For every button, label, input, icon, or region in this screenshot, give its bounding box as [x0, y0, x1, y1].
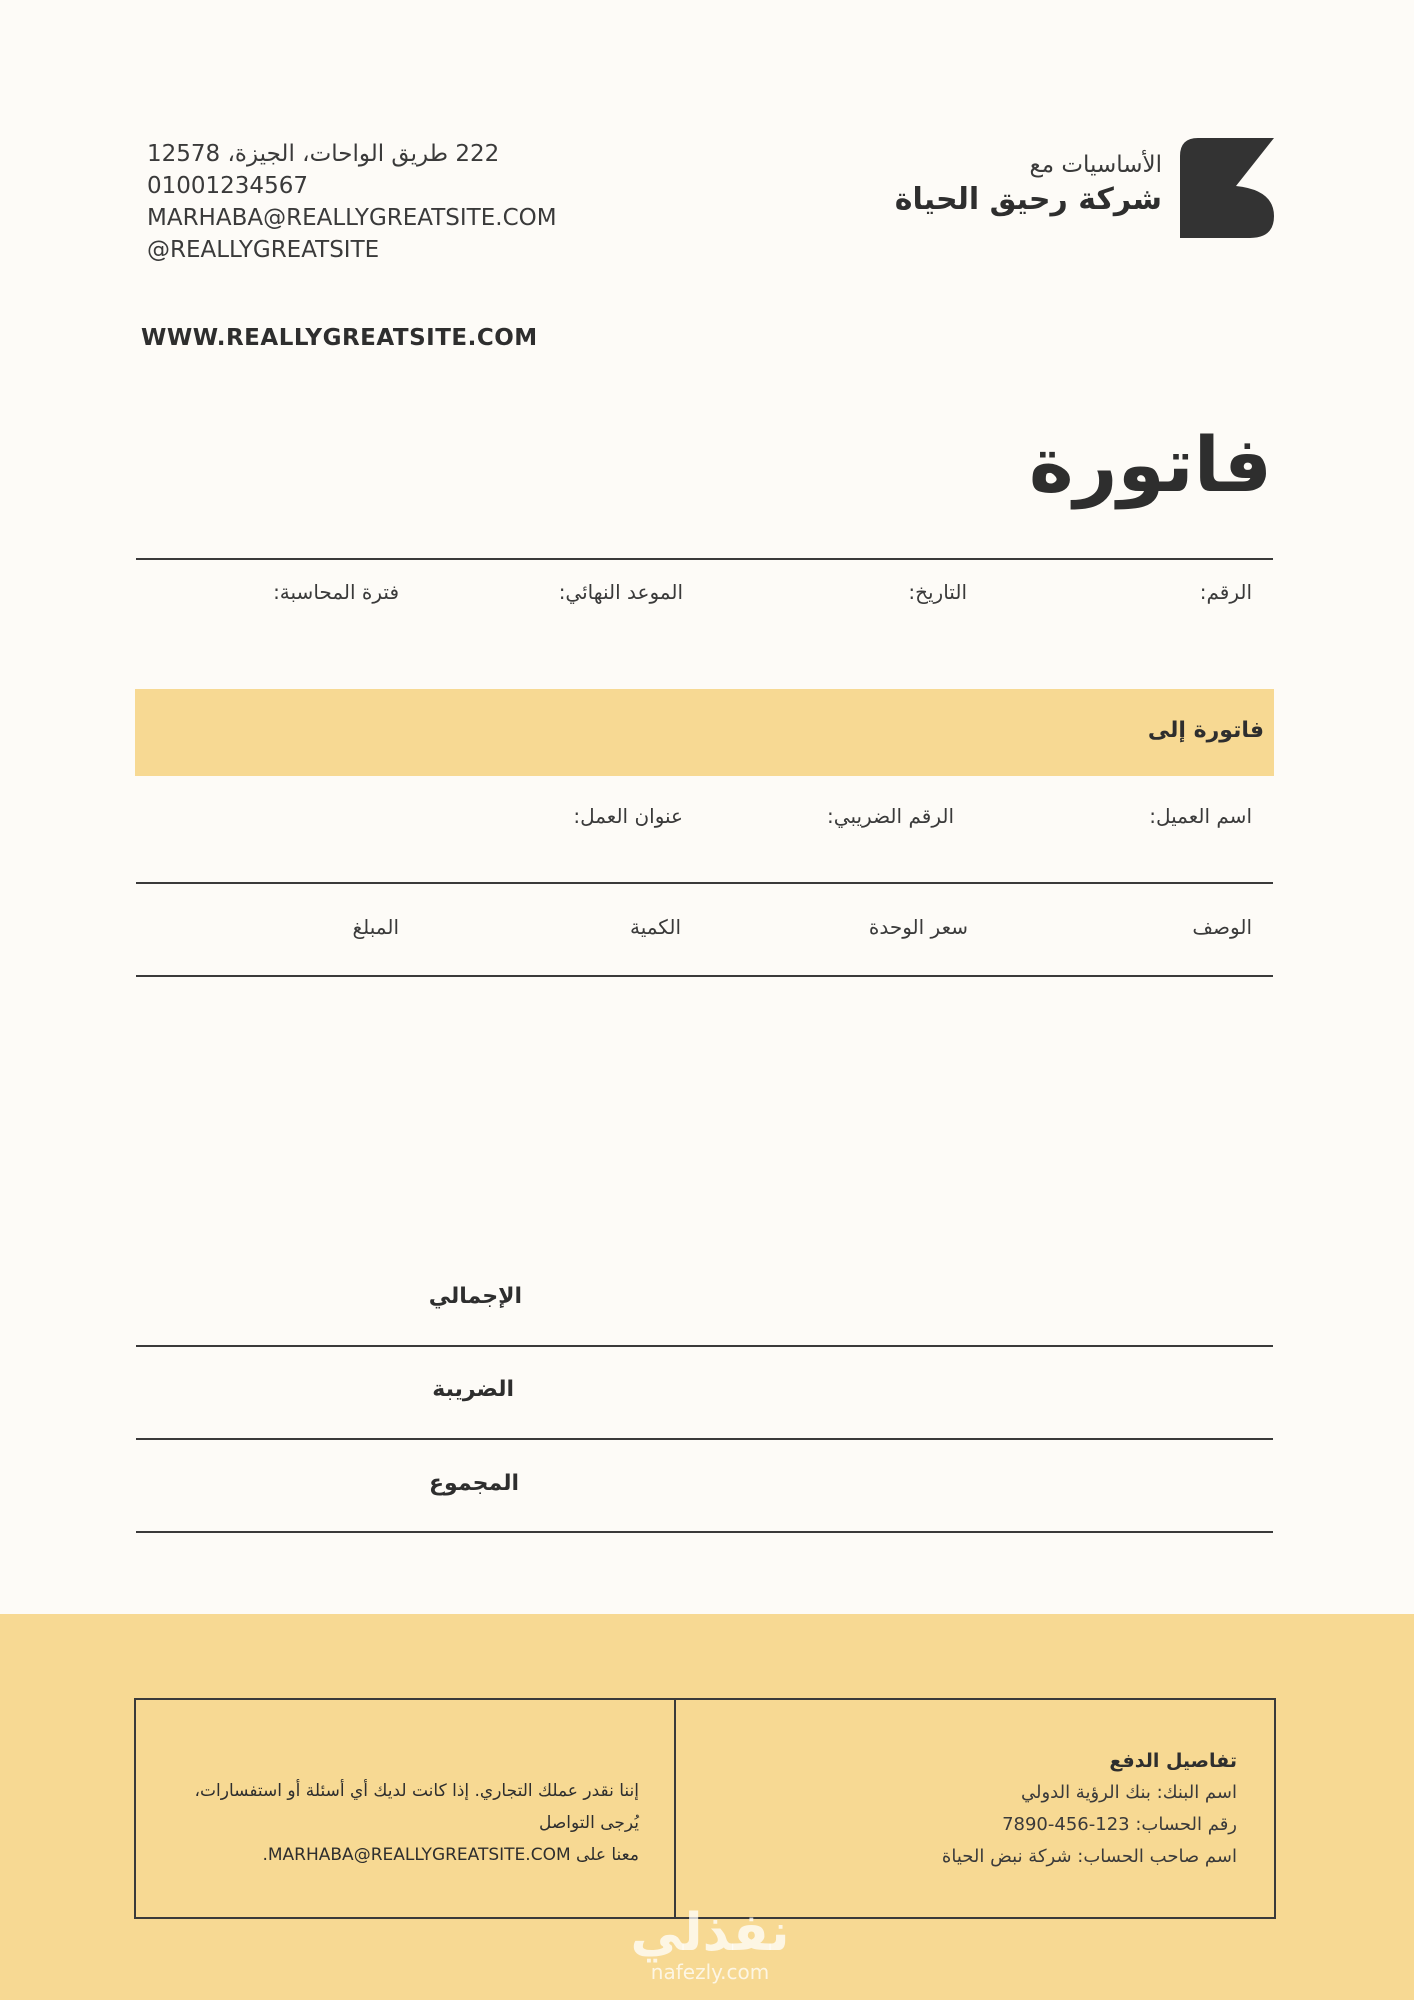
bank-name: اسم البنك: بنك الرؤية الدولي: [1020, 1782, 1237, 1803]
divider: [136, 1531, 1273, 1533]
divider: [136, 558, 1273, 560]
account-number: رقم الحساب: 123-456-7890: [1002, 1814, 1237, 1835]
account-holder: اسم صاحب الحساب: شركة نبض الحياة: [941, 1846, 1237, 1867]
subtotal-label: الإجمالي: [428, 1284, 522, 1309]
table-header-amount: المبلغ: [352, 915, 399, 939]
website-link[interactable]: WWW.REALLYGREATSITE.COM: [141, 325, 538, 351]
contact-block: [147, 138, 557, 266]
watermark-brand: نفذلي: [630, 1903, 790, 1963]
contact-phone: 01001234567: [147, 173, 308, 199]
divider: [136, 1438, 1273, 1440]
table-header-quantity: الكمية: [629, 915, 681, 939]
invoice-date-label: التاريخ:: [908, 580, 967, 604]
due-date-label: الموعد النهائي:: [558, 580, 683, 604]
total-label: المجموع: [429, 1471, 519, 1496]
logo-mark-icon: [1180, 138, 1274, 238]
contact-address: 222 طريق الواحات، الجيزة، 12578: [147, 141, 500, 167]
thank-you-line-1: إننا نقدر عملك التجاري. إذا كانت لديك أي أسئلة أو استفسارات، يُرجى التواصل: [194, 1781, 639, 1833]
contact-handle[interactable]: @REALLYGREATSITE: [147, 237, 380, 263]
company-brand: [895, 150, 1162, 220]
footer-divider: [674, 1698, 676, 1917]
table-header-description: الوصف: [1192, 915, 1252, 939]
watermark: [620, 1905, 800, 1983]
company-name: شركة رحيق الحياة: [894, 182, 1162, 217]
tax-number-label: الرقم الضريبي:: [827, 804, 954, 828]
accounting-period-label: فترة المحاسبة:: [273, 580, 399, 604]
payment-details: [942, 1745, 1237, 1873]
company-tagline: الأساسيات مع: [1029, 152, 1162, 178]
contact-email[interactable]: MARHABA@REALLYGREATSITE.COM: [147, 205, 557, 231]
table-header-unit-price: سعر الوحدة: [868, 915, 968, 939]
bill-to-band: [135, 689, 1274, 776]
tax-label: الضريبة: [432, 1377, 514, 1402]
watermark-site: nafezly.com: [650, 1960, 770, 1984]
business-address-label: عنوان العمل:: [573, 804, 683, 828]
thank-you-line-2: معنا على MARHABA@REALLYGREATSITE.COM.: [262, 1845, 639, 1865]
divider: [136, 882, 1273, 884]
divider: [136, 1345, 1273, 1347]
bill-to-heading: فاتورة إلى: [1147, 718, 1264, 743]
client-name-label: اسم العميل:: [1149, 804, 1252, 828]
invoice-title: فاتورة: [1028, 420, 1272, 509]
divider: [136, 975, 1273, 977]
thank-you-note: [159, 1775, 639, 1871]
invoice-number-label: الرقم:: [1199, 580, 1252, 604]
payment-heading: تفاصيل الدفع: [1109, 1750, 1237, 1772]
